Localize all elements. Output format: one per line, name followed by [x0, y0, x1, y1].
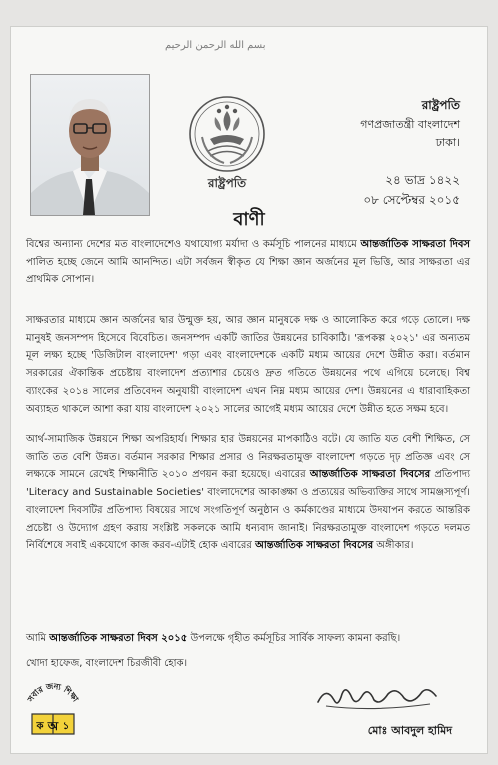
president-signature — [312, 676, 442, 716]
closing-wish-c: উপলক্ষে গৃহীত কর্মসূচির সার্বিক সাফল্য কামনা করছি। — [187, 633, 401, 644]
paragraph-3-text-c: প্রতিপাদ্য 'Literacy and Sustainable Societies' বাংলাদেশের আকাঙ্ক্ষা ও প্রত্যয়ের অভিব্যক্তির সাথে সামঞ্জস্যপূর্ণ। বাংলাদেশ দিবসটির প্রতিপাদ্য বিষয়ের সাথে সংগতিপূর্ণ অনুষ্ঠান ও কর্মকাণ্ডের মাধ্যমে উদযাপন করতে আন্তরিক প্রচেষ্টা ও উদ্যোগ গ্রহণ করায় সংশ্লিষ্ট সকলকে আমি ধন্যবাদ জানাই। নিরক্ষরতামুক্ত বাংলাদেশ গড়তে দলমত নির্বিশেষে সবাই একযোগে কাজ করব-এটাই হোক এবারের — [26, 469, 471, 552]
bismillah-calligraphy: بسم الله الرحمن الرحيم — [165, 40, 266, 51]
closing-wish — [26, 631, 400, 648]
education-for-all-logo — [22, 678, 84, 740]
logo-letter-2: অ — [47, 719, 59, 733]
logo-letter-1: ক — [36, 721, 44, 732]
paragraph-1 — [26, 236, 470, 289]
paragraph-2: সাক্ষরতার মাধ্যমে জ্ঞান অর্জনের দ্বার উন্মুক্ত হয়, আর জ্ঞান মানুষকে দক্ষ ও আলোকিত করে গড়ে তোলে। দক্ষ মানুষই জনসম্পদ হিসেবে বিবেচিত। জনসম্পদ একটি জাতির উন্নয়নের চাবিকাঠি। 'রূপকল্প ২০২১' এর অন্যতম মূল লক্ষ্য হচ্ছে 'ডিজিটাল বাংলাদেশ' গড়া এবং বাংলাদেশকে একটি মধ্যম আয়ের দেশে উন্নীত করা। বর্তমান সরকারের ঐকান্তিক প্রচেষ্টায় বাংলাদেশ প্রত্যাশার চেয়েও দ্রুত গতিতে উন্নয়নের পথে এগিয়ে চলেছে। বিশ্ব ব্যাংকের ২০১৪ সালের প্রতিবেদন অনুযায়ী বাংলাদেশ এখন নিম্ন মধ্যম আয়ের দেশ। উন্নয়নের এ ধারাবাহিকতা অব্যাহত থাকলে আশা করা যায় বাংলাদেশ ২০২১ সালের আগেই মধ্যম আয়ের দেশে উন্নীত হতে সক্ষম হবে। — [26, 315, 470, 415]
closing-wish-a: আমি — [26, 633, 50, 644]
office-city: ঢাকা। — [435, 136, 460, 149]
paragraph-1-text-c: পালিত হচ্ছে জেনে আমি আনন্দিত। এটা সর্বজন স্বীকৃত যে শিক্ষা জ্ঞান অর্জনের মূল ভিত্তি, আর সাক্ষরতা এর প্রাথমিক সোপান। — [26, 256, 470, 286]
paragraph-3-emphasis-2: আন্তর্জাতিক সাক্ষরতা দিবসের — [255, 540, 374, 552]
paragraph-1-emphasis: আন্তর্জাতিক সাক্ষরতা দিবস — [360, 239, 470, 250]
paragraph-3-emphasis-1: আন্তর্জাতিক সাক্ষরতা দিবসের — [309, 469, 431, 481]
paragraph-3-text-a: আর্থ-সামাজিক উন্নয়নে শিক্ষা অপরিহার্য। শিক্ষার হার উন্নয়নের মাপকাঠিও বটে। যে জাতি যত বেশী শিক্ষিত, সে জাতি তত বেশি উন্নত। বর্তমান সরকার শিক্ষার প্রসার ও নিরক্ষরতামুক্ত বাংলাদেশ গড়তে দৃঢ় প্রতিজ্ঞ এবং সে লক্ষ্যকে সামনে রেখেই শিক্ষানীতি ২০১০ প্রণয়ন করা হয়েছে। এবারের — [26, 434, 470, 481]
signer-name: মোঃ আবদুল হামিদ — [367, 724, 452, 737]
president-portrait — [30, 74, 150, 216]
logo-arc-text: সবার জন্য শিক্ষা — [25, 681, 80, 704]
date-gregorian: ০৮ সেপ্টেম্বর ২০১৫ — [363, 193, 460, 207]
paragraph-3-text-e: অঙ্গীকার। — [373, 540, 414, 552]
office-country: গণপ্রজাতন্ত্রী বাংলাদেশ — [360, 118, 460, 131]
message-heading: বাণী — [233, 209, 265, 230]
logo-letter-3: ১ — [62, 721, 70, 732]
office-title: রাষ্ট্রপতি — [421, 98, 460, 112]
national-emblem — [188, 95, 266, 173]
date-bangla: ২৪ ভাদ্র ১৪২২ — [385, 173, 460, 187]
paragraph-1-text-a: বিশ্বের অন্যান্য দেশের মত বাংলাদেশেও যথাযোগ্য মর্যাদা ও কর্মসূচি পালনের মাধ্যমে — [26, 239, 361, 250]
closing-wish-emphasis: আন্তর্জাতিক সাক্ষরতা দিবস ২০১৫ — [49, 633, 188, 644]
emblem-caption: রাষ্ট্রপতি — [207, 176, 247, 190]
farewell-line: খোদা হাফেজ, বাংলাদেশ চিরজীবী হোক। — [26, 658, 188, 669]
portrait-illustration — [31, 75, 149, 215]
paragraph-3 — [26, 431, 470, 555]
